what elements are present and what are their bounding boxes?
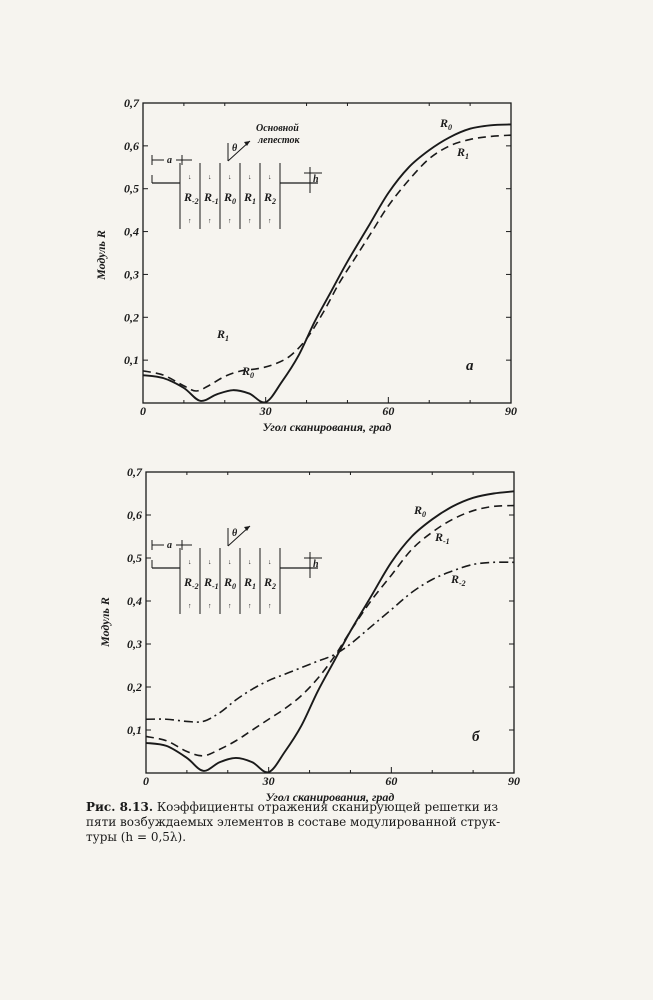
cell-arrow-top: ↓ xyxy=(268,173,272,181)
caption-text-1: Коэффициенты отражения сканирующей решетки из xyxy=(156,800,499,814)
y-tick-label: 0,5 xyxy=(127,551,142,565)
panel-label: б xyxy=(472,729,480,745)
y-axis-label: Модуль R xyxy=(94,230,108,280)
series-label-R-1: $R_{-1}$ xyxy=(435,530,450,546)
cell-arrow-top: ↓ xyxy=(248,558,252,566)
x-tick-label: 0 xyxy=(143,774,149,788)
cell-arrow-top: ↓ xyxy=(188,558,192,566)
panel-label: а xyxy=(466,358,474,374)
dim-h-label: h xyxy=(313,559,319,570)
caption-line-3: туры (h = 0,5λ). xyxy=(86,830,187,844)
cell-arrow-bottom: ↑ xyxy=(188,217,192,225)
x-axis-label: Угол сканирования, град xyxy=(262,420,392,434)
cell-arrow-top: ↓ xyxy=(228,558,232,566)
y-tick-label: 0,1 xyxy=(124,353,139,368)
y-tick-label: 0,2 xyxy=(124,310,139,325)
cell-arrow-top: ↓ xyxy=(208,558,212,566)
y-tick-label: 0,7 xyxy=(124,96,139,110)
y-tick-label: 0,4 xyxy=(124,224,139,239)
plot-frame xyxy=(143,103,511,403)
cell-arrow-top: ↓ xyxy=(248,173,252,181)
cell-label-0: $R_{-2}$ xyxy=(184,190,199,206)
cell-arrow-bottom: ↑ xyxy=(268,602,272,610)
cell-arrow-bottom: ↑ xyxy=(228,217,232,225)
y-tick-label: 0,4 xyxy=(127,594,142,608)
structure-inset xyxy=(152,123,322,229)
y-tick-label: 0,6 xyxy=(127,508,142,522)
series-line-R0 xyxy=(146,491,514,772)
x-tick-label: 90 xyxy=(505,404,517,418)
cell-label-0: $R_{-2}$ xyxy=(184,575,199,591)
dim-a-label: а xyxy=(167,540,172,551)
figure-caption xyxy=(86,800,556,845)
series-label-low-R1: $R_1$ xyxy=(217,327,230,343)
cell-arrow-bottom: ↑ xyxy=(248,217,252,225)
series-line-R-1 xyxy=(146,506,514,756)
cell-arrow-bottom: ↑ xyxy=(228,602,232,610)
cell-label-1: $R_{-1}$ xyxy=(204,575,219,591)
x-tick-label: 30 xyxy=(262,774,275,788)
cell-arrow-bottom: ↑ xyxy=(208,602,212,610)
x-tick-label: 30 xyxy=(259,404,272,418)
series-label-R0: $R_0$ xyxy=(414,503,427,519)
series-label-R0: $R_0$ xyxy=(440,116,453,132)
cell-arrow-bottom: ↑ xyxy=(248,602,252,610)
cell-label-2: $R_0$ xyxy=(224,190,237,206)
cell-arrow-top: ↓ xyxy=(188,173,192,181)
cell-label-4: $R_2$ xyxy=(264,190,277,206)
x-axis-label: Угол сканирования, град xyxy=(265,790,395,804)
x-tick-label: 90 xyxy=(508,774,520,788)
y-tick-label: 0,3 xyxy=(127,637,142,651)
x-tick-label: 0 xyxy=(140,404,146,418)
caption-line-2: пяти возбуждаемых элементов в составе модулированной струк- xyxy=(86,815,501,829)
x-tick-label: 60 xyxy=(385,774,398,788)
y-tick-label: 0,1 xyxy=(127,723,142,737)
theta-label: θ xyxy=(232,143,238,154)
y-tick-label: 0,5 xyxy=(124,181,139,196)
cell-arrow-top: ↓ xyxy=(228,173,232,181)
cell-arrow-bottom: ↑ xyxy=(268,217,272,225)
cell-label-3: $R_1$ xyxy=(244,190,257,206)
main-lobe-label-1: Основной xyxy=(256,123,299,134)
cell-arrow-bottom: ↑ xyxy=(188,602,192,610)
cell-arrow-bottom: ↑ xyxy=(208,217,212,225)
y-axis-label: Модуль R xyxy=(98,597,112,647)
cell-label-2: $R_0$ xyxy=(224,575,237,591)
y-tick-label: 0,3 xyxy=(124,267,139,282)
series-label-R1: $R_1$ xyxy=(457,145,470,161)
dim-a-label: а xyxy=(167,155,172,166)
series-line-R1 xyxy=(143,135,511,391)
y-tick-label: 0,6 xyxy=(124,138,139,153)
cell-label-1: $R_{-1}$ xyxy=(204,190,219,206)
chart-b xyxy=(98,465,520,804)
cell-label-4: $R_2$ xyxy=(264,575,277,591)
cell-label-3: $R_1$ xyxy=(244,575,257,591)
series-label-R-2: $R_{-2}$ xyxy=(451,572,466,588)
series-line-R0 xyxy=(143,124,511,402)
structure-inset xyxy=(152,526,322,614)
y-tick-label: 0,2 xyxy=(127,680,142,694)
cell-arrow-top: ↓ xyxy=(268,558,272,566)
caption-line-1 xyxy=(86,800,556,815)
caption-number: Рис. 8.13. xyxy=(86,800,153,814)
cell-arrow-top: ↓ xyxy=(208,173,212,181)
y-tick-label: 0,7 xyxy=(127,465,142,479)
chart-a xyxy=(94,96,517,434)
theta-label: θ xyxy=(232,528,238,539)
series-label-low-R0: $R_0$ xyxy=(242,364,255,380)
dim-h-label: h xyxy=(313,174,319,185)
x-tick-label: 60 xyxy=(382,404,395,418)
main-lobe-label-2: лепесток xyxy=(258,135,300,146)
